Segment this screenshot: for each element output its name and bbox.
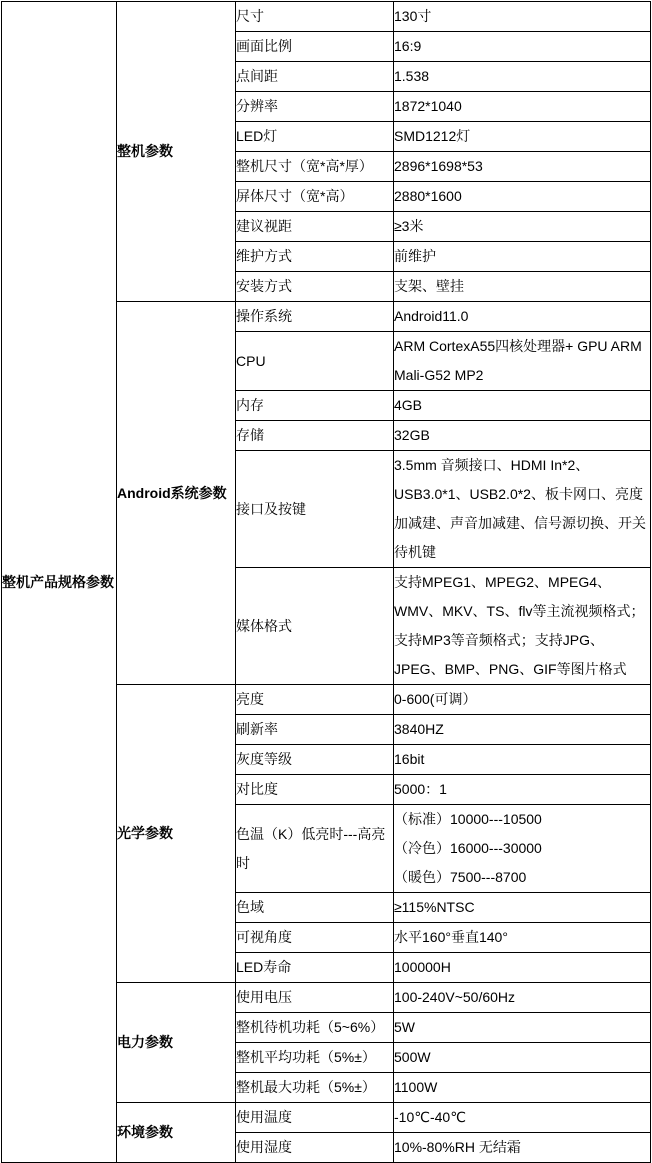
spec-label-cell: LED灯 (236, 122, 394, 152)
spec-label-cell: 整机最大功耗（5%±） (236, 1073, 394, 1103)
spec-value-line: （暖色）7500---8700 (394, 869, 527, 885)
spec-label-cell: 存储 (236, 421, 394, 451)
row-group-title: 整机产品规格参数 (2, 2, 117, 1163)
spec-value-cell: ARM CortexA55四核处理器+ GPU ARM Mali-G52 MP2 (394, 332, 651, 391)
spec-label-cell: 灰度等级 (236, 745, 394, 775)
spec-value-cell: 3840HZ (394, 715, 651, 745)
spec-value-cell: 100000H (394, 953, 651, 983)
spec-value-cell: SMD1212灯 (394, 122, 651, 152)
spec-value-cell: -10℃-40℃ (394, 1103, 651, 1133)
spec-value-cell: 1872*1040 (394, 92, 651, 122)
spec-label-cell: 整机尺寸（宽*高*厚） (236, 152, 394, 182)
spec-value-cell: 1100W (394, 1073, 651, 1103)
spec-value-cell: 水平160°垂直140° (394, 923, 651, 953)
spec-value-cell: ≥115%NTSC (394, 893, 651, 923)
spec-label-cell: 整机平均功耗（5%±） (236, 1043, 394, 1073)
spec-value-cell: 支持MPEG1、MPEG2、MPEG4、WMV、MKV、TS、flv等主流视频格式；支持MP3等音频格式；支持JPG、JPEG、BMP、PNG、GIF等图片格式 (394, 568, 651, 685)
spec-value-cell: 16bit (394, 745, 651, 775)
spec-label-cell: 内存 (236, 391, 394, 421)
category-cell: 电力参数 (117, 983, 236, 1103)
spec-value-cell: 0-600(可调） (394, 685, 651, 715)
spec-value-cell: 3.5mm 音频接口、HDMI In*2、USB3.0*1、USB2.0*2、板卡网口、亮度加减建、声音加减建、信号源切换、开关待机键 (394, 451, 651, 568)
spec-value-cell: ≥3米 (394, 212, 651, 242)
spec-label-cell: 接口及按键 (236, 451, 394, 568)
spec-label-cell: 整机待机功耗（5~6%） (236, 1013, 394, 1043)
spec-label-cell: 屏体尺寸（宽*高） (236, 182, 394, 212)
spec-label-cell: 可视角度 (236, 923, 394, 953)
category-cell: 整机参数 (117, 2, 236, 302)
spec-label-cell: 操作系统 (236, 302, 394, 332)
spec-label-cell: 刷新率 (236, 715, 394, 745)
spec-value-cell: 4GB (394, 391, 651, 421)
spec-value-cell: 5W (394, 1013, 651, 1043)
spec-table-body (2, 2, 651, 1163)
spec-label-cell: 色域 (236, 893, 394, 923)
spec-value-cell: 2896*1698*53 (394, 152, 651, 182)
spec-value-cell: 32GB (394, 421, 651, 451)
spec-value-cell: 支架、壁挂 (394, 272, 651, 302)
spec-value-cell: Android11.0 (394, 302, 651, 332)
spec-label-cell: 点间距 (236, 62, 394, 92)
category-cell: 环境参数 (117, 1103, 236, 1163)
spec-value-cell: 500W (394, 1043, 651, 1073)
spec-value-cell: 5000：1 (394, 775, 651, 805)
spec-label-cell: CPU (236, 332, 394, 391)
spec-value-cell: 16:9 (394, 32, 651, 62)
spec-label-cell: 对比度 (236, 775, 394, 805)
category-cell: 光学参数 (117, 685, 236, 983)
spec-label-cell: 维护方式 (236, 242, 394, 272)
spec-label-cell: 分辨率 (236, 92, 394, 122)
table-row (2, 2, 651, 32)
spec-label-cell: 媒体格式 (236, 568, 394, 685)
spec-label-cell: LED寿命 (236, 953, 394, 983)
spec-value-cell (394, 805, 651, 893)
spec-value-line: （标准）10000---10500 (394, 811, 542, 827)
spec-label-cell: 画面比例 (236, 32, 394, 62)
spec-value-cell: 前维护 (394, 242, 651, 272)
spec-label-cell: 亮度 (236, 685, 394, 715)
spec-value-cell: 2880*1600 (394, 182, 651, 212)
spec-label-cell: 使用温度 (236, 1103, 394, 1133)
spec-value-cell: 10%-80%RH 无结霜 (394, 1133, 651, 1163)
spec-label-cell: 使用电压 (236, 983, 394, 1013)
spec-label-cell: 色温（K）低亮时---高亮时 (236, 805, 394, 893)
spec-label-cell: 建议视距 (236, 212, 394, 242)
category-cell: Android系统参数 (117, 302, 236, 685)
spec-value-cell: 100-240V~50/60Hz (394, 983, 651, 1013)
spec-label-cell: 使用湿度 (236, 1133, 394, 1163)
spec-label-cell: 安装方式 (236, 272, 394, 302)
spec-value-cell: 130寸 (394, 2, 651, 32)
spec-value-cell: 1.538 (394, 62, 651, 92)
spec-label-cell: 尺寸 (236, 2, 394, 32)
spec-value-line: （冷色）16000---30000 (394, 840, 542, 856)
spec-table (1, 1, 651, 1163)
